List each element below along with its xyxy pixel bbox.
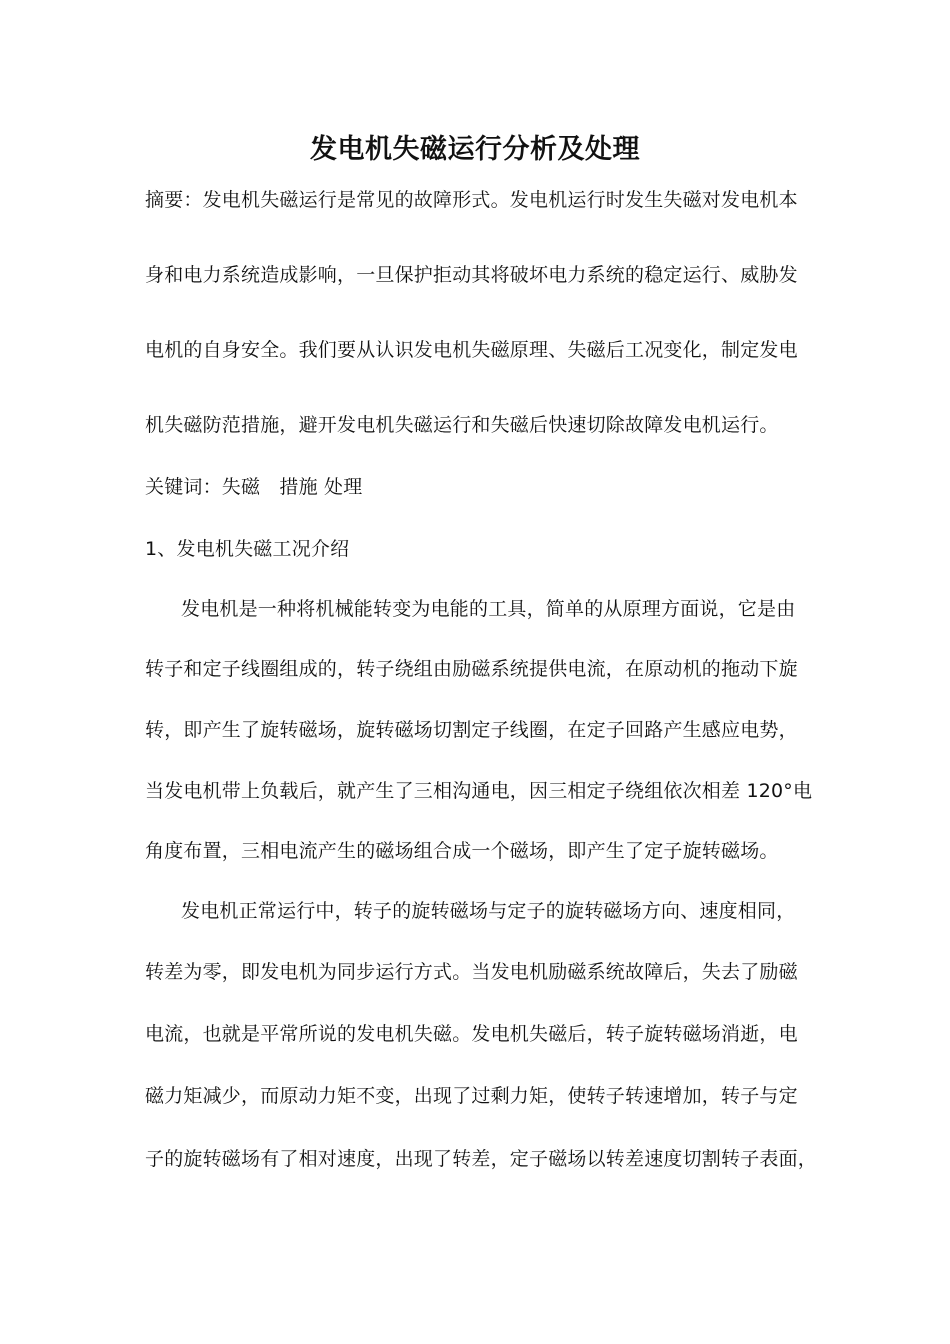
paragraph-1-line-1: 发电机是一种将机械能转变为电能的工具，简单的从原理方面说，它是由 [181,598,796,620]
section-heading: 1、发电机失磁工况介绍 [145,538,350,560]
abstract-line-4: 机失磁防范措施，避开发电机失磁运行和失磁后快速切除故障发电机运行。 [145,414,779,436]
keywords-line: 关键词：失磁 措施 处理 [145,476,363,498]
paragraph-2-line-2: 转差为零，即发电机为同步运行方式。当发电机励磁系统故障后，失去了励磁 [145,961,798,983]
paragraph-2-line-5: 子的旋转磁场有了相对速度，出现了转差，定子磁场以转差速度切割转子表面， [145,1148,818,1170]
abstract-line-2: 身和电力系统造成影响，一旦保护拒动其将破坏电力系统的稳定运行、威胁发 [145,264,798,286]
paragraph-1-line-5: 角度布置，三相电流产生的磁场组合成一个磁场，即产生了定子旋转磁场。 [145,840,779,862]
paragraph-2-line-4: 磁力矩减少，而原动力矩不变，出现了过剩力矩，使转子转速增加，转子与定 [145,1085,798,1107]
abstract-line-1: 摘要：发电机失磁运行是常见的故障形式。发电机运行时发生失磁对发电机本 [145,189,798,211]
paragraph-1-line-4: 当发电机带上负载后，就产生了三相沟通电，因三相定子绕组依次相差 120°电 [145,780,813,802]
paragraph-1-line-3: 转，即产生了旋转磁场，旋转磁场切割定子线圈，在定子回路产生感应电势， [145,719,798,741]
paragraph-2-line-3: 电流，也就是平常所说的发电机失磁。发电机失磁后，转子旋转磁场消逝，电 [145,1023,798,1045]
paragraph-2-line-1: 发电机正常运行中，转子的旋转磁场与定子的旋转磁场方向、速度相同， [181,900,796,922]
abstract-line-3: 电机的自身安全。我们要从认识发电机失磁原理、失磁后工况变化，制定发电 [145,339,798,361]
paragraph-1-line-2: 转子和定子线圈组成的，转子绕组由励磁系统提供电流，在原动机的拖动下旋 [145,658,798,680]
document-title: 发电机失磁运行分析及处理 [310,134,640,165]
